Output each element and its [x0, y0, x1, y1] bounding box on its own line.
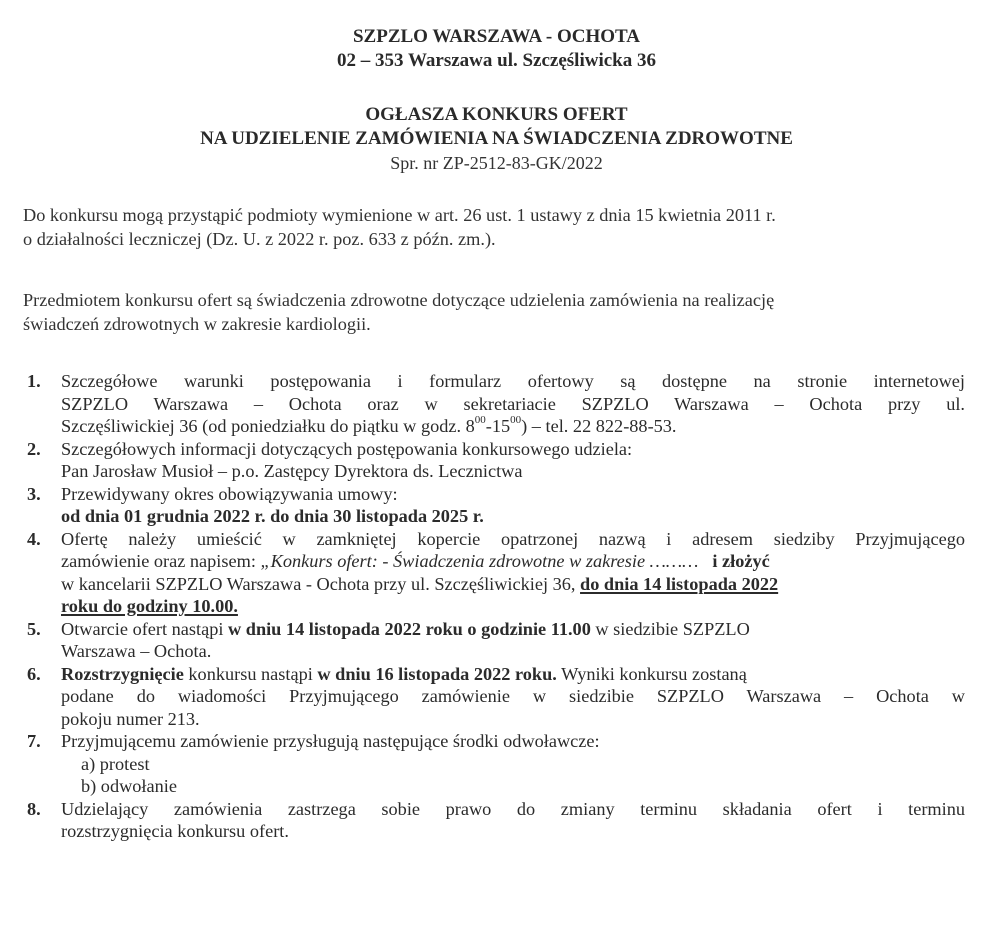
list-item: 7. Przyjmującemu zamówienie przysługują następujące środki odwoławcze: a) protest b) odwołanie	[0, 730, 993, 798]
list-item: 1. Szczegółowe warunki postępowania i formularz ofertowy są dostępne na stronie internetowej SZPZLO Warszawa – Ochota oraz w sekretariacie SZPZLO Warszawa – Ochota przy ul. Szczęśliwickiej 36 (od poniedziałku do piątku w godz. $8^{00}-15^{00}$) – tel. 22 822-88-53.	[27, 371, 965, 436]
item-number: 4.	[27, 528, 41, 549]
list-item: 2. Szczegółowych informacji dotyczących postępowania konkursowego udziela: Pan Jarosław Musioł – p.o. Zastępcy Dyrektora ds. Lecznictwa	[27, 438, 633, 481]
item-number: 7.	[27, 731, 41, 751]
intro-line: o działalności leczniczej (Dz. U. z 2022 r. poz. 633 z późn. zm.).	[23, 229, 496, 249]
subject-line: świadczeń zdrowotnych w zakresie kardiologii.	[23, 314, 371, 334]
item-number: 8.	[27, 798, 41, 819]
contract-period: od dnia 01 grudnia 2022 r. do dnia 30 listopada 2025 r.	[61, 506, 484, 526]
announcement-subtitle: NA UDZIELENIE ZAMÓWIENIA NA ŚWIADCZENIA ZDROWOTNE	[200, 128, 793, 149]
organization-name: SZPZLO WARSZAWA - OCHOTA	[352, 26, 640, 47]
subject-line: Przedmiotem konkursu ofert są świadczenia zdrowotne dotyczące udzielenia zamówienia na realizację	[23, 290, 775, 310]
conditions-list	[0, 370, 993, 843]
intro-paragraph	[23, 203, 973, 251]
list-item: 8. Udzielający zamówienia zastrzega sobie prawo do zmiany terminu składania ofert i terminu rozstrzygnięcia konkursu ofert.	[27, 798, 965, 841]
item-number: 3.	[27, 483, 41, 504]
intro-line: Do konkursu mogą przystąpić podmioty wymienione w art. 26 ust. 1 ustawy z dnia 15 kwietnia 2011 r.	[23, 205, 776, 225]
reference-number: Spr. nr ZP-2512-83-GK/2022	[390, 153, 603, 173]
appeal-measures-list	[81, 753, 965, 798]
opening-date: w dniu 14 listopada 2022 roku o godzinie 11.00	[228, 618, 591, 639]
organization-address: 02 – 353 Warszawa ul. Szczęśliwicka 36	[337, 50, 656, 71]
submission-deadline: do dnia 14 listopada 2022	[580, 573, 779, 594]
item-number: 5.	[27, 618, 41, 639]
list-item: 6. Rozstrzygnięcie konkursu nastąpi w dniu 16 listopada 2022 roku. Wyniki konkursu zostaną podane do wiadomości Przyjmującego zamówienie w siedzibie SZPZLO Warszawa – Ochota w pokoju numer 213.	[27, 663, 965, 729]
sub-item: a) protest	[81, 753, 150, 774]
subject-paragraph	[23, 288, 973, 336]
resolution-date: w dniu 16 listopada 2022 roku.	[317, 663, 557, 684]
list-item: 4. Ofertę należy umieścić w zamkniętej kopercie opatrzonej nazwą i adresem siedziby Przyjmującego zamówienie oraz napisem: „Konkurs ofert: - Świadczenia zdrowotne w zakresie ……… i złożyć w kancelarii SZPZLO Warszawa - Ochota przy ul. Szczęśliwickiej 36, do dnia 14 listopada 2022 roku do godziny 10.00.	[27, 528, 965, 616]
item-number: 1.	[27, 371, 41, 391]
list-item: 3. Przewidywany okres obowiązywania umowy: od dnia 01 grudnia 2022 r. do dnia 30 listopada 2025 r.	[0, 483, 993, 528]
sub-item: b) odwołanie	[81, 776, 177, 796]
item-number: 6.	[27, 663, 41, 684]
announcement-title: OGŁASZA KONKURS OFERT	[365, 104, 628, 125]
item-number: 2.	[27, 438, 41, 459]
list-item: 5. Otwarcie ofert nastąpi w dniu 14 listopada 2022 roku o godzinie 11.00 w siedzibie SZPZLO Warszawa – Ochota.	[27, 618, 750, 661]
